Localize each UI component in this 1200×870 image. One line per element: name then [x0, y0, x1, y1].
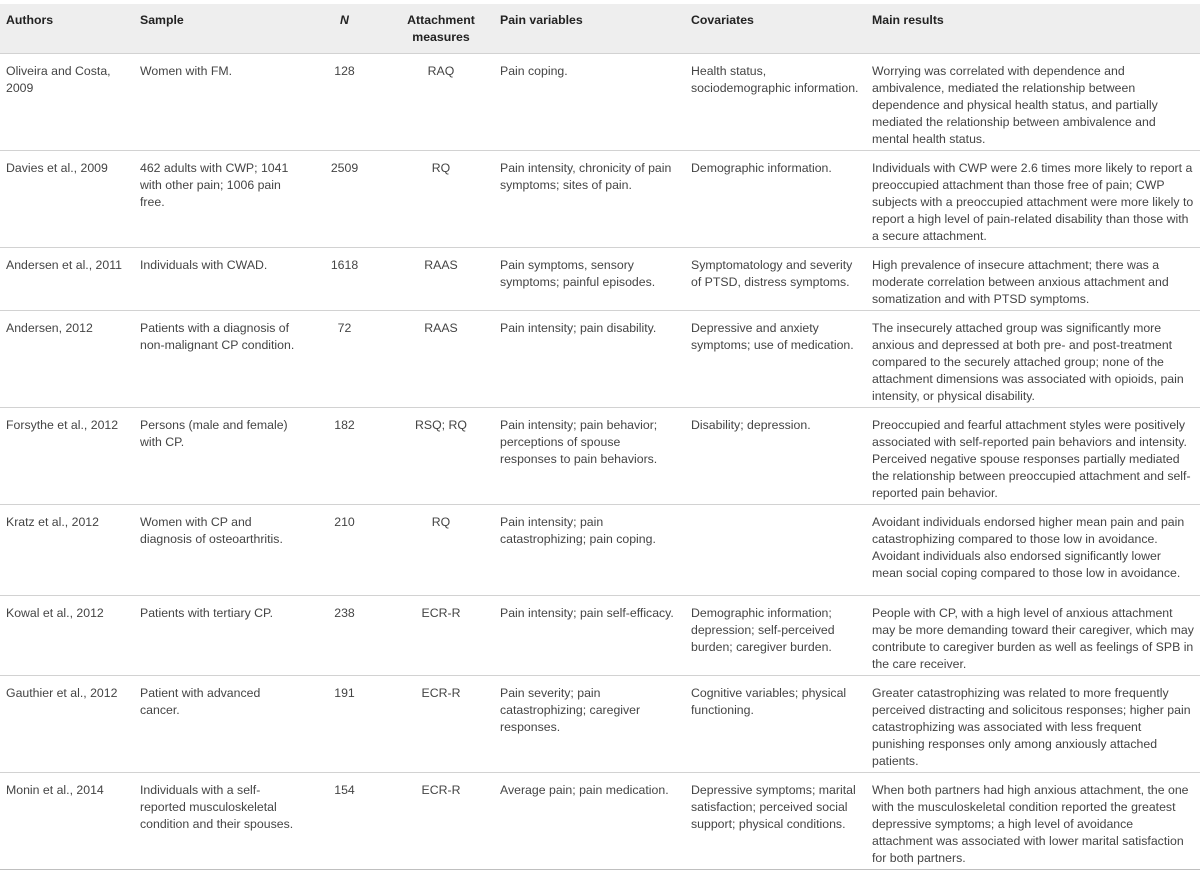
cell-attachment-measures: RSQ; RQ — [388, 408, 494, 505]
cell-n: 210 — [301, 505, 388, 596]
cell-authors: Andersen et al., 2011 — [0, 248, 134, 311]
cell-sample: 462 adults with CWP; 1041 with other pain; 1006 pain free. — [134, 151, 301, 248]
header-pain-variables: Pain variables — [494, 4, 685, 54]
cell-main-results: Worrying was correlated with dependence and ambivalence, mediated the relationship between dependence and physical health status, and partially mediated the relationship between ambivalence and mental health status. — [866, 54, 1200, 151]
cell-sample: Patients with tertiary CP. — [134, 596, 301, 676]
cell-covariates: Cognitive variables; physical functioning. — [685, 676, 866, 773]
cell-main-results: Avoidant individuals endorsed higher mean pain and pain catastrophizing compared to those low in avoidance. Avoidant individuals also endorsed significantly lower mean social coping compared to those low in avoidance. — [866, 505, 1200, 596]
table-row — [0, 311, 1200, 408]
cell-attachment-measures: ECR-R — [388, 773, 494, 870]
header-sample: Sample — [134, 4, 301, 54]
header-n: N — [301, 4, 388, 54]
cell-authors: Kowal et al., 2012 — [0, 596, 134, 676]
table-row — [0, 151, 1200, 248]
cell-authors: Davies et al., 2009 — [0, 151, 134, 248]
cell-authors: Oliveira and Costa, 2009 — [0, 54, 134, 151]
cell-pain-variables: Pain intensity; pain self-efficacy. — [494, 596, 685, 676]
cell-covariates: Disability; depression. — [685, 408, 866, 505]
cell-sample: Individuals with CWAD. — [134, 248, 301, 311]
table-row — [0, 505, 1200, 596]
table-row — [0, 596, 1200, 676]
cell-sample: Patient with advanced cancer. — [134, 676, 301, 773]
cell-attachment-measures: RAQ — [388, 54, 494, 151]
table-body — [0, 54, 1200, 870]
cell-main-results: People with CP, with a high level of anxious attachment may be more demanding toward their caregiver, which may contribute to caregiver burden as well as feelings of SPB in the care receiver. — [866, 596, 1200, 676]
cell-n: 2509 — [301, 151, 388, 248]
table-row — [0, 408, 1200, 505]
cell-covariates — [685, 505, 866, 596]
cell-attachment-measures: RQ — [388, 505, 494, 596]
table-header-row — [0, 4, 1200, 54]
header-attachment-measures: Attachment measures — [388, 4, 494, 54]
cell-pain-variables: Pain severity; pain catastrophizing; caregiver responses. — [494, 676, 685, 773]
cell-sample: Women with CP and diagnosis of osteoarthritis. — [134, 505, 301, 596]
cell-pain-variables: Pain intensity; pain catastrophizing; pain coping. — [494, 505, 685, 596]
cell-authors: Andersen, 2012 — [0, 311, 134, 408]
cell-attachment-measures: RAAS — [388, 311, 494, 408]
cell-authors: Gauthier et al., 2012 — [0, 676, 134, 773]
cell-n: 182 — [301, 408, 388, 505]
cell-n: 191 — [301, 676, 388, 773]
cell-attachment-measures: RAAS — [388, 248, 494, 311]
cell-main-results: The insecurely attached group was significantly more anxious and depressed at both pre- and post-treatment compared to the securely attached group; none of the attachment dimensions was associated with opioids, pain intensity, or physical disability. — [866, 311, 1200, 408]
cell-pain-variables: Pain coping. — [494, 54, 685, 151]
cell-main-results: Preoccupied and fearful attachment styles were positively associated with self-reported pain behaviors and intensity. Perceived negative spouse responses partially mediated the relationship between preoccupied attachment and self-reported pain behavior. — [866, 408, 1200, 505]
cell-covariates: Symptomatology and severity of PTSD, distress symptoms. — [685, 248, 866, 311]
cell-pain-variables: Pain intensity; pain behavior; perceptions of spouse responses to pain behaviors. — [494, 408, 685, 505]
cell-covariates: Demographic information. — [685, 151, 866, 248]
cell-covariates: Health status, sociodemographic information. — [685, 54, 866, 151]
cell-sample: Persons (male and female) with CP. — [134, 408, 301, 505]
cell-attachment-measures: ECR-R — [388, 676, 494, 773]
cell-main-results: Greater catastrophizing was related to more frequently perceived distracting and solicitous responses; higher pain catastrophizing was associated with less frequent punishing responses only among anxiously attached patients. — [866, 676, 1200, 773]
cell-covariates: Demographic information; depression; self-perceived burden; caregiver burden. — [685, 596, 866, 676]
cell-main-results: When both partners had high anxious attachment, the one with the musculoskeletal condition reported the greatest depressive symptoms; a high level of avoidance attachment was associated with lower marital satisfaction for both partners. — [866, 773, 1200, 870]
table-row — [0, 676, 1200, 773]
cell-attachment-measures: RQ — [388, 151, 494, 248]
cell-pain-variables: Pain intensity, chronicity of pain symptoms; sites of pain. — [494, 151, 685, 248]
cell-covariates: Depressive symptoms; marital satisfaction; perceived social support; physical conditions. — [685, 773, 866, 870]
cell-main-results: Individuals with CWP were 2.6 times more likely to report a preoccupied attachment than those free of pain; CWP subjects with a preoccupied attachment were more likely to report a high level of pain-related disability than those with a secure attachment. — [866, 151, 1200, 248]
cell-pain-variables: Average pain; pain medication. — [494, 773, 685, 870]
cell-attachment-measures: ECR-R — [388, 596, 494, 676]
cell-sample: Women with FM. — [134, 54, 301, 151]
header-main-results: Main results — [866, 4, 1200, 54]
table-row — [0, 248, 1200, 311]
cell-authors: Kratz et al., 2012 — [0, 505, 134, 596]
cell-pain-variables: Pain symptoms, sensory symptoms; painful episodes. — [494, 248, 685, 311]
cell-n: 72 — [301, 311, 388, 408]
cell-authors: Forsythe et al., 2012 — [0, 408, 134, 505]
header-authors: Authors — [0, 4, 134, 54]
cell-n: 238 — [301, 596, 388, 676]
cell-main-results: High prevalence of insecure attachment; there was a moderate correlation between anxious attachment and somatization and with PTSD symptoms. — [866, 248, 1200, 311]
study-table — [0, 4, 1200, 870]
header-covariates: Covariates — [685, 4, 866, 54]
table-row — [0, 773, 1200, 870]
cell-covariates: Depressive and anxiety symptoms; use of medication. — [685, 311, 866, 408]
cell-sample: Individuals with a self-reported musculoskeletal condition and their spouses. — [134, 773, 301, 870]
cell-authors: Monin et al., 2014 — [0, 773, 134, 870]
cell-n: 128 — [301, 54, 388, 151]
table-row — [0, 54, 1200, 151]
cell-pain-variables: Pain intensity; pain disability. — [494, 311, 685, 408]
cell-n: 1618 — [301, 248, 388, 311]
cell-n: 154 — [301, 773, 388, 870]
cell-sample: Patients with a diagnosis of non-malignant CP condition. — [134, 311, 301, 408]
